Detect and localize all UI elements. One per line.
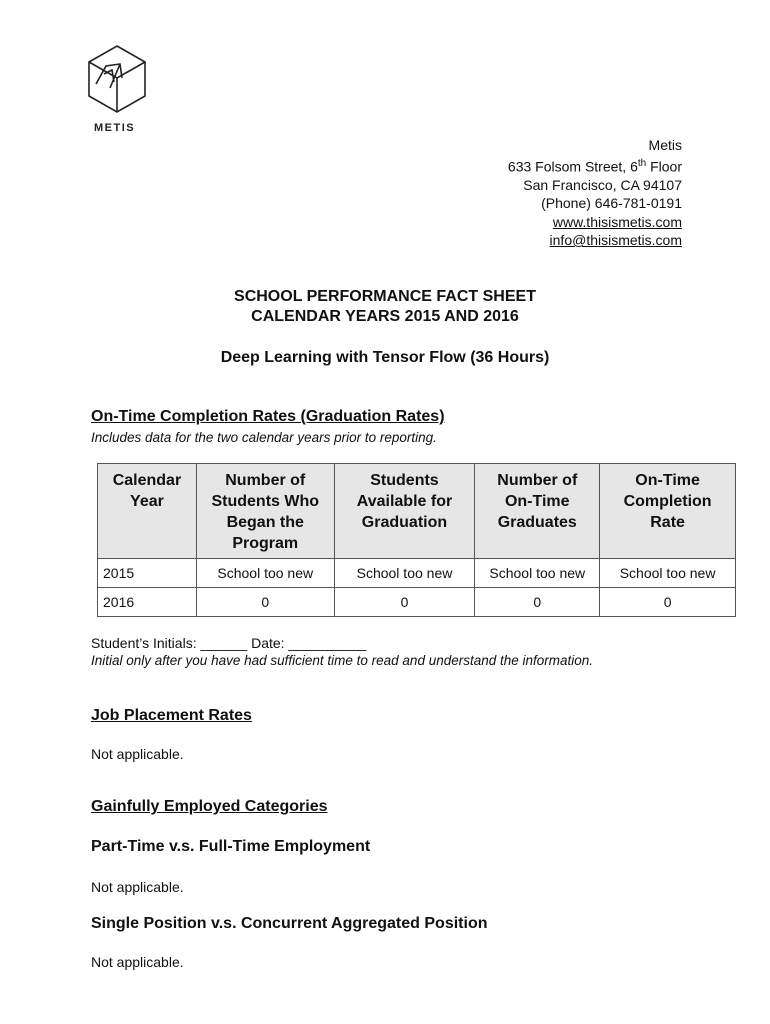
initials-note: Initial only after you have had sufficient time to read and understand the information. [91, 653, 594, 668]
address-block [508, 136, 682, 250]
completion-table [97, 463, 736, 617]
email-link[interactable]: info@thisismetis.com [549, 232, 682, 249]
table-row [98, 559, 736, 588]
website-link[interactable]: www.thisismetis.com [552, 213, 682, 230]
table-cell: 2015 [98, 559, 197, 588]
single-position-text: Not applicable. [91, 954, 184, 970]
job-placement-heading: Job Placement Rates [91, 707, 252, 724]
job-placement-text: Not applicable. [91, 746, 184, 762]
initials-line: Student’s Initials: ______ Date: __________ [91, 635, 367, 651]
header-completion-rate: On-Time Completion Rate [600, 464, 736, 559]
part-time-heading: Part-Time v.s. Full-Time Employment [91, 838, 371, 855]
single-position-heading: Single Position v.s. Concurrent Aggregated Position [91, 915, 488, 932]
table-cell: 2016 [98, 588, 197, 617]
header-students-available: Students Available for Graduation [334, 464, 475, 559]
document-title: SCHOOL PERFORMANCE FACT SHEET CALENDAR YEARS 2015 AND 2016 [234, 288, 536, 325]
header-students-began: Number of Students Who Began the Program [196, 464, 334, 559]
table-header-row [98, 464, 736, 559]
completion-note: Includes data for the two calendar years prior to reporting. [91, 430, 437, 445]
table-cell: School too new [334, 559, 475, 588]
company-name: Metis [648, 137, 682, 153]
street-address: 633 Folsom Street, 6th Floor [507, 157, 682, 175]
table-cell: 0 [196, 588, 334, 617]
table-cell: School too new [475, 559, 600, 588]
table-cell: 0 [600, 588, 736, 617]
header-calendar-year: Calendar Year [98, 464, 197, 559]
table-row [98, 588, 736, 617]
header-on-time-graduates: Number of On-Time Graduates [475, 464, 600, 559]
phone-line: (Phone) 646-781-0191 [541, 195, 682, 212]
completion-heading: On-Time Completion Rates (Graduation Rates) [91, 408, 445, 425]
gainful-heading: Gainfully Employed Categories [91, 798, 328, 815]
program-title: Deep Learning with Tensor Flow (36 Hours) [220, 349, 550, 366]
logo-wordmark: METIS [94, 122, 136, 134]
cube-logo-icon [86, 44, 148, 118]
table-cell: 0 [334, 588, 475, 617]
table-cell: School too new [196, 559, 334, 588]
city-line: San Francisco, CA 94107 [523, 176, 682, 193]
table-cell: School too new [600, 559, 736, 588]
part-time-text: Not applicable. [91, 879, 184, 895]
table-cell: 0 [475, 588, 600, 617]
